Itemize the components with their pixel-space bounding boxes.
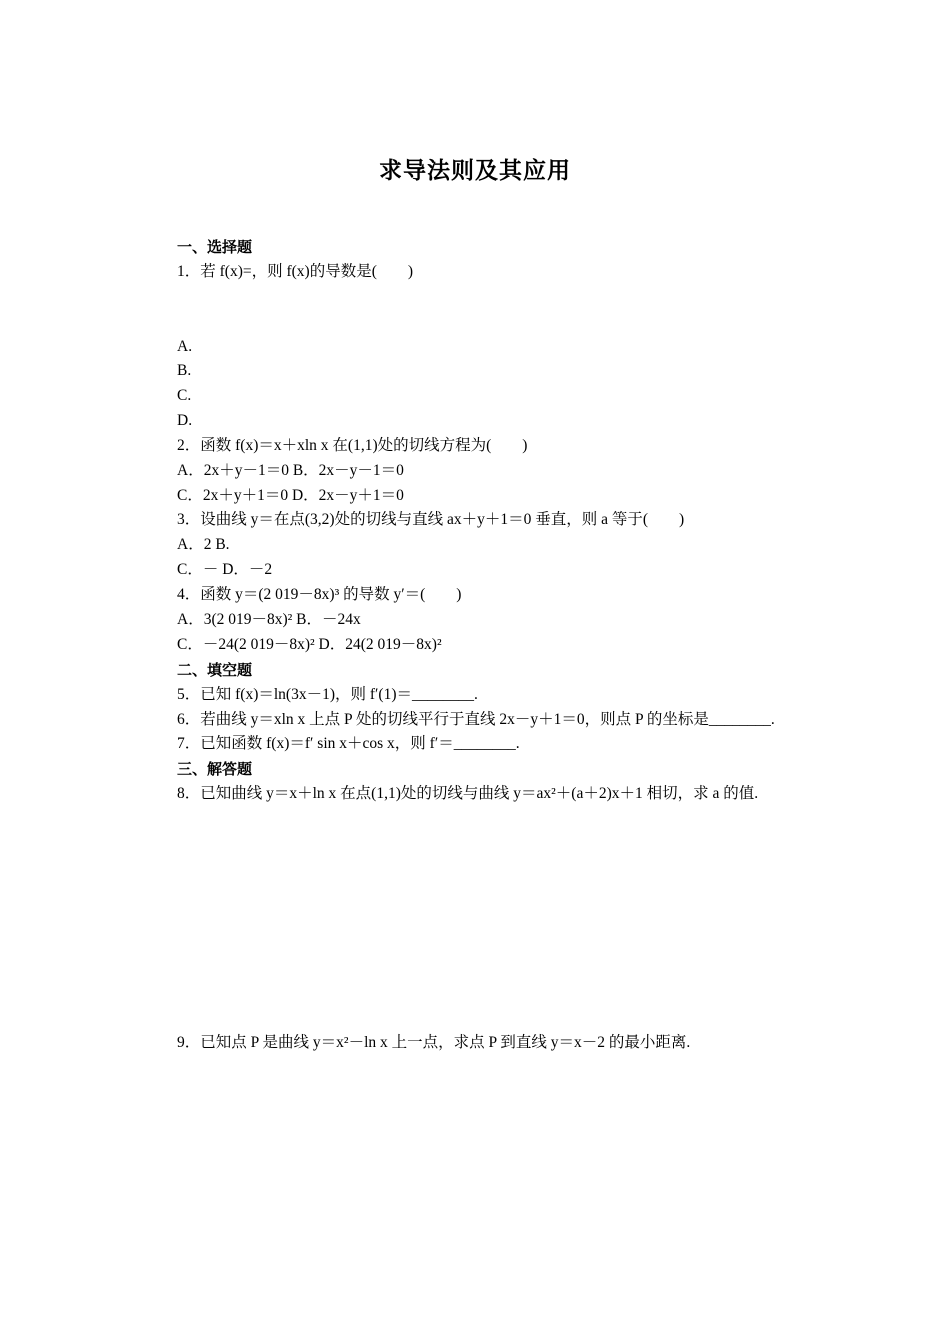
question-7: 7．已知函数 f(x)＝f′ sin x＋cos x，则 f′＝________. xyxy=(177,735,520,752)
section-heading-fill: 二、填空题 xyxy=(177,661,253,679)
question-1-option-b: B. xyxy=(177,362,192,379)
question-4: 4．函数 y＝(2 019－8x)³ 的导数 y′＝( ) xyxy=(177,586,462,603)
question-1-option-d: D. xyxy=(177,412,193,429)
question-2-options-ab: A．2x＋y－1＝0 B．2x－y－1＝0 xyxy=(177,462,404,479)
question-3-options-cd: C．－ D．－2 xyxy=(177,561,273,578)
question-3: 3．设曲线 y＝在点(3,2)处的切线与直线 ax＋y＋1＝0 垂直，则 a 等于( ) xyxy=(177,511,685,528)
question-3-options-ab: A．2 B. xyxy=(177,536,230,553)
question-2: 2．函数 f(x)＝x＋xln x 在(1,1)处的切线方程为( ) xyxy=(177,437,528,454)
question-5: 5．已知 f(x)＝ln(3x－1)，则 f′(1)＝________. xyxy=(177,686,478,703)
section-heading-answer: 三、解答题 xyxy=(177,760,253,778)
question-1-option-c: C. xyxy=(177,387,192,404)
question-8: 8．已知曲线 y＝x＋ln x 在点(1,1)处的切线与曲线 y＝ax²＋(a＋2)x＋1 相切，求 a 的值. xyxy=(177,785,759,802)
section-heading-choice: 一、选择题 xyxy=(177,238,253,256)
page-title: 求导法则及其应用 xyxy=(379,158,571,184)
question-2-options-cd: C．2x＋y＋1＝0 D．2x－y＋1＝0 xyxy=(177,487,404,504)
question-1-option-a: A. xyxy=(177,338,193,355)
question-9: 9．已知点 P 是曲线 y＝x²－ln x 上一点，求点 P 到直线 y＝x－2 的最小距离. xyxy=(177,1034,691,1051)
question-4-options-ab: A．3(2 019－8x)² B．－24x xyxy=(177,611,361,628)
question-4-options-cd: C．－24(2 019－8x)² D．24(2 019－8x)² xyxy=(177,636,442,653)
question-1: 1．若 f(x)=，则 f(x)的导数是( ) xyxy=(177,263,414,280)
question-6: 6．若曲线 y＝xln x 上点 P 处的切线平行于直线 2x－y＋1＝0，则点 P 的坐标是________. xyxy=(177,711,775,728)
